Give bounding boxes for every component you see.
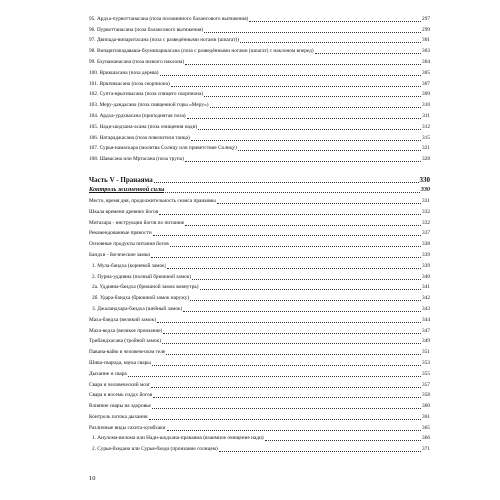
toc-entry-page: 349 bbox=[422, 338, 430, 345]
dot-leader bbox=[162, 343, 421, 344]
dot-leader bbox=[157, 322, 421, 323]
toc-entry-title: 106. Натараджасана (поза повелителя танца) bbox=[89, 134, 190, 141]
dot-leader bbox=[160, 75, 422, 76]
part-heading bbox=[89, 174, 430, 185]
dot-leader bbox=[152, 365, 421, 366]
toc-entry-title: Рекомендованные пряности bbox=[89, 230, 152, 237]
dot-leader bbox=[171, 86, 421, 87]
toc-entry bbox=[89, 45, 430, 56]
toc-entry-page: 309 bbox=[422, 91, 430, 98]
dot-leader bbox=[151, 257, 421, 258]
toc-entry-title: 101. Вршчикасана (поза скорпиона) bbox=[89, 80, 170, 87]
toc-entry-title: Митахара - инструкции йогов по питанию bbox=[89, 219, 185, 226]
toc-entry-page: 361 bbox=[422, 413, 430, 420]
toc-entry bbox=[89, 24, 430, 35]
toc-entry bbox=[89, 110, 430, 121]
toc-entry-title: Маха-ведха (великое пронзание) bbox=[89, 327, 163, 334]
part-title: Часть V - Пранаяма bbox=[89, 176, 153, 185]
toc-entry-title: 105. Нади-шодхана-асана (поза очищения нади) bbox=[89, 123, 198, 130]
toc-entry-title: Бандхи - йогические замки bbox=[89, 251, 151, 258]
toc-entry-page: 297 bbox=[422, 15, 430, 22]
section-gap bbox=[89, 164, 430, 174]
dot-leader bbox=[191, 140, 421, 141]
dot-leader bbox=[185, 161, 421, 162]
toc-entry-page: 310 bbox=[422, 102, 430, 109]
toc-entry-title: Влияние свары на здоровье bbox=[89, 403, 151, 410]
toc-entry-page: 358 bbox=[422, 392, 430, 399]
dot-leader bbox=[238, 150, 421, 151]
toc-entry bbox=[89, 443, 430, 454]
dot-leader bbox=[192, 279, 421, 280]
toc-entry bbox=[89, 143, 430, 154]
toc-entry-page: 331 bbox=[422, 197, 430, 204]
toc-entry bbox=[89, 78, 430, 89]
toc-entry-page: 332 bbox=[422, 219, 430, 226]
toc-entry bbox=[89, 99, 430, 110]
toc-entry-page: 328 bbox=[422, 156, 430, 163]
toc-entry-title: 2а. Уддияна-бандха (брюшной замок вовнутрь) bbox=[92, 284, 199, 291]
toc-entry-page: 332 bbox=[422, 208, 430, 215]
dot-leader bbox=[265, 440, 421, 441]
toc-entry-title: Шкала времени древних йогов bbox=[89, 208, 159, 215]
part-page: 330 bbox=[419, 176, 430, 185]
dot-leader bbox=[167, 430, 422, 431]
toc-entry-title: Различные виды сахита-кумбхаки bbox=[89, 424, 166, 431]
dot-leader bbox=[187, 118, 422, 119]
toc-entry-page: 312 bbox=[422, 123, 430, 130]
toc-entry-page: 347 bbox=[422, 327, 430, 334]
toc-entry-title: 102. Супта-врыгикасана (поза спящего скорпиона) bbox=[89, 91, 204, 98]
toc-entry-page: 339 bbox=[422, 251, 430, 258]
dot-leader bbox=[219, 451, 421, 452]
toc-entry-title: Контроль потока дыхания bbox=[89, 413, 148, 420]
toc-entry bbox=[89, 217, 430, 228]
toc-entry bbox=[89, 357, 430, 368]
toc-entry bbox=[89, 292, 430, 303]
toc-entry bbox=[89, 132, 430, 143]
toc-entry-title: Шива-сварода, наука свары bbox=[89, 359, 151, 366]
toc-entry-title: Трибандхасана (тройной замок) bbox=[89, 338, 161, 345]
dot-leader bbox=[165, 192, 419, 193]
dot-leader bbox=[152, 408, 421, 409]
toc-entry-page: 339 bbox=[422, 262, 430, 269]
toc-entry bbox=[89, 67, 430, 78]
dot-leader bbox=[153, 235, 421, 236]
toc-entry-title: 2б. Удара-бандха (брюшной замок наружу) bbox=[92, 295, 190, 302]
toc-entry-page: 341 bbox=[422, 284, 430, 291]
toc-entry-page: 337 bbox=[422, 230, 430, 237]
dot-leader bbox=[217, 203, 421, 204]
toc-entry bbox=[89, 379, 430, 390]
toc-entry-title: 98. Випаритападаваша-бхумипаршасана (поза с разведёнными ногами (шпагат) с наклоном вперед) bbox=[89, 48, 314, 55]
toc-entry-page: 338 bbox=[422, 241, 430, 248]
toc-entry-title: Маха-бандха (великий замок) bbox=[89, 316, 156, 323]
toc-entry bbox=[89, 249, 430, 260]
dot-leader bbox=[170, 246, 421, 247]
toc-section-pranayama bbox=[89, 195, 430, 454]
toc-entry-title: 97. Двипада-випаритасана (поза с разведёнными ногами (шпагат)) bbox=[89, 37, 239, 44]
dot-leader bbox=[128, 376, 421, 377]
subtitle-text: Контроль жизненной силы bbox=[89, 186, 165, 194]
dot-leader bbox=[185, 64, 421, 65]
toc-entry bbox=[89, 400, 430, 411]
dot-leader bbox=[198, 129, 421, 130]
toc-entry-page: 304 bbox=[422, 58, 430, 65]
toc-entry bbox=[89, 336, 430, 347]
toc-entry bbox=[89, 89, 430, 100]
dot-leader bbox=[166, 354, 421, 355]
toc-entry-page: 321 bbox=[422, 145, 430, 152]
toc-entry-page: 366 bbox=[422, 435, 430, 442]
dot-leader bbox=[210, 107, 421, 108]
toc-entry-page: 311 bbox=[422, 112, 430, 119]
toc-entry-title: 1. Анулома-вилома или Нади-шодхана-пранаяма (взаимное очищение нади) bbox=[92, 435, 264, 442]
toc-entry-title: 2. Сурья-бхедана или Сурья-бхеди (пронзание солнцем) bbox=[92, 446, 218, 453]
toc-entry-page: 340 bbox=[422, 273, 430, 280]
dot-leader bbox=[153, 397, 421, 398]
dot-leader bbox=[159, 214, 421, 215]
toc-entry-page: 371 bbox=[422, 446, 430, 453]
toc-entry-title: Дыхание и свара bbox=[89, 370, 127, 377]
toc-entry-title: 107. Сурья-намаскара (молитва Солнцу или приветствие Солнцу) bbox=[89, 145, 237, 152]
toc-entry-page: 303 bbox=[422, 48, 430, 55]
dot-leader bbox=[190, 300, 421, 301]
toc-entry bbox=[89, 13, 430, 24]
part-subtitle bbox=[89, 185, 430, 195]
toc-entry-page: 305 bbox=[422, 69, 430, 76]
toc-entry-title: 1. Мула-бандха (корневой замок) bbox=[92, 262, 167, 269]
toc-entry-page: 299 bbox=[422, 26, 430, 33]
toc-entry-page: 355 bbox=[422, 370, 430, 377]
toc-entry bbox=[89, 411, 430, 422]
dot-leader bbox=[151, 387, 421, 388]
dot-leader bbox=[249, 21, 421, 22]
toc-section-asanas bbox=[89, 13, 430, 164]
toc-entry-page: 315 bbox=[422, 134, 430, 141]
toc-entry-title: Место, время дня, продолжительность сеанса пранаямы bbox=[89, 197, 216, 204]
toc-entry-title: 96. Пурвоттанасана (поза балансового вытяжения) bbox=[89, 26, 204, 33]
toc-entry bbox=[89, 390, 430, 401]
toc-entry-page: 351 bbox=[422, 349, 430, 356]
toc-entry-title: 95. Ардха-пурвоттанасана (поза половинного балансового вытяжения) bbox=[89, 15, 249, 22]
toc-entry bbox=[89, 271, 430, 282]
page-number: 10 bbox=[89, 475, 96, 482]
toc-entry-page: 301 bbox=[422, 37, 430, 44]
dot-leader bbox=[183, 311, 421, 312]
dot-leader bbox=[204, 96, 421, 97]
dot-leader bbox=[315, 53, 421, 54]
toc-entry bbox=[89, 433, 430, 444]
toc-entry bbox=[89, 282, 430, 293]
toc-entry bbox=[89, 260, 430, 271]
dot-leader bbox=[204, 32, 421, 33]
toc-entry bbox=[89, 228, 430, 239]
toc-entry-title: 99. Бхунаманасана (поза низкого наклона) bbox=[89, 58, 185, 65]
toc-entry-title: 103. Меру-дандасана (поза священной горы «Меру») bbox=[89, 102, 209, 109]
toc-entry-title: Свара и человеческий мозг bbox=[89, 381, 151, 388]
toc-entry bbox=[89, 206, 430, 217]
toc-entry-title: 2. Пурна-уддияна (полный брюшной замок) bbox=[92, 273, 192, 280]
toc-entry-page: 353 bbox=[422, 359, 430, 366]
toc-entry-title: 100. Врикшасана (поза дерева) bbox=[89, 69, 159, 76]
toc-entry-title: Свара и восемь сиддх йогов bbox=[89, 392, 153, 399]
toc-entry-title: 3. Джаландхара-бандха (шейный замок) bbox=[92, 305, 183, 312]
toc-entry bbox=[89, 368, 430, 379]
toc-entry-page: 357 bbox=[422, 381, 430, 388]
toc-entry bbox=[89, 56, 430, 67]
dot-leader bbox=[240, 42, 421, 43]
toc-entry bbox=[89, 121, 430, 132]
toc-entry bbox=[89, 325, 430, 336]
subtitle-page: 330 bbox=[420, 186, 430, 194]
toc-entry bbox=[89, 35, 430, 46]
dot-leader bbox=[167, 268, 421, 269]
dot-leader bbox=[185, 225, 421, 226]
toc-entry-page: 342 bbox=[422, 295, 430, 302]
dot-leader bbox=[200, 289, 422, 290]
toc-entry-page: 365 bbox=[422, 424, 430, 431]
toc-entry bbox=[89, 153, 430, 164]
dot-leader bbox=[154, 182, 419, 183]
table-of-contents bbox=[89, 13, 430, 454]
toc-entry bbox=[89, 346, 430, 357]
toc-entry bbox=[89, 238, 430, 249]
toc-entry bbox=[89, 422, 430, 433]
toc-entry-title: 104. Ардха-урдхвасана (приподнятая поза) bbox=[89, 112, 186, 119]
toc-entry bbox=[89, 303, 430, 314]
dot-leader bbox=[163, 333, 421, 334]
toc-entry-title: Павана-вайю в человеческом теле bbox=[89, 349, 166, 356]
toc-entry-page: 360 bbox=[422, 403, 430, 410]
toc-entry-title: 108. Шавасана или Мртасана (поза трупа) bbox=[89, 156, 184, 163]
dot-leader bbox=[149, 419, 422, 420]
toc-entry bbox=[89, 314, 430, 325]
toc-entry-page: 344 bbox=[422, 316, 430, 323]
toc-entry-page: 307 bbox=[422, 80, 430, 87]
toc-entry-page: 343 bbox=[422, 305, 430, 312]
toc-entry bbox=[89, 195, 430, 206]
toc-entry-title: Основные продукты питания йогов bbox=[89, 241, 169, 248]
